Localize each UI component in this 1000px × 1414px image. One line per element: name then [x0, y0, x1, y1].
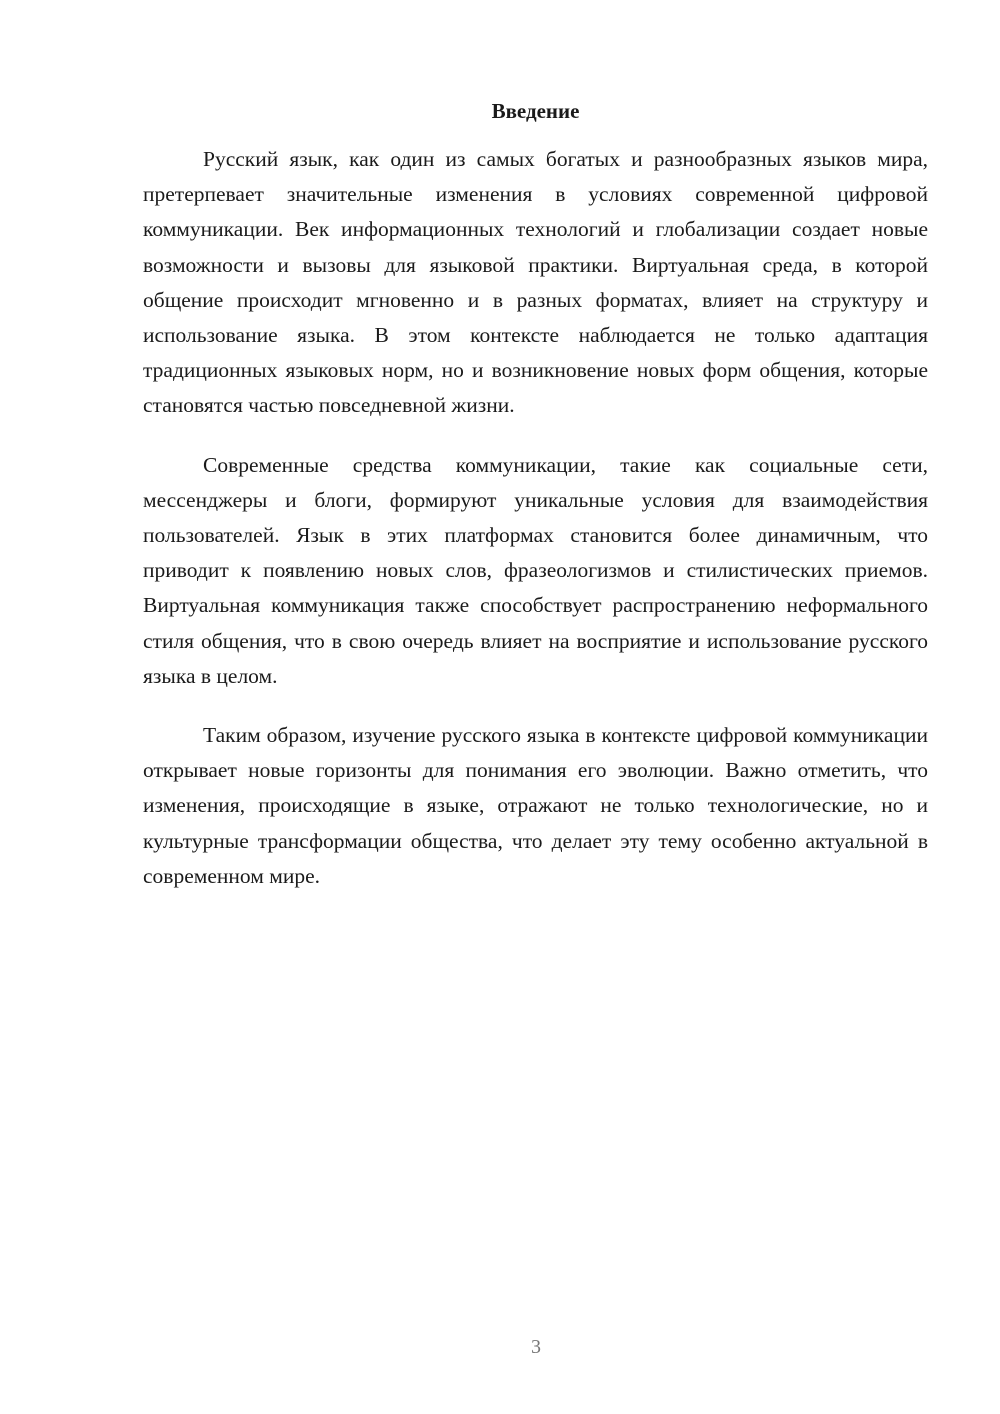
paragraph-2: Современные средства коммуникации, такие как социальные сети, мессенджеры и блоги, формируют уникальные условия для взаимодействия пользователей. Язык в этих платформах становится более динамичным, что приводит к появлению новых слов, фразеологизмов и стилистических приемов. Виртуальная коммуникация также способствует распространению неформального стиля общения, что в свою очередь влияет на восприятие и использование русского языка в целом.: [143, 452, 928, 688]
page-title: Введение: [491, 99, 580, 123]
document-body: [143, 142, 928, 918]
paragraph-3: Таким образом, изучение русского языка в контексте цифровой коммуникации открывает новые горизонты для понимания его эволюции. Важно отметить, что изменения, происходящие в языке, отражают не только технологические, но и культурные трансформации общества, что делает эту тему особенно актуальной в современном мире.: [143, 723, 928, 888]
page-number: 3: [531, 1336, 541, 1358]
paragraph-1: Русский язык, как один из самых богатых и разнообразных языков мира, претерпевает значительные изменения в условиях современной цифровой коммуникации. Век информационных технологий и глобализации создает новые возможности и вызовы для языковой практики. Виртуальная среда, в которой общение происходит мгновенно и в разных форматах, влияет на структуру и использование языка. В этом контексте наблюдается не только адаптация традиционных языковых норм, но и возникновение новых форм общения, которые становятся частью повседневной жизни.: [143, 147, 928, 418]
